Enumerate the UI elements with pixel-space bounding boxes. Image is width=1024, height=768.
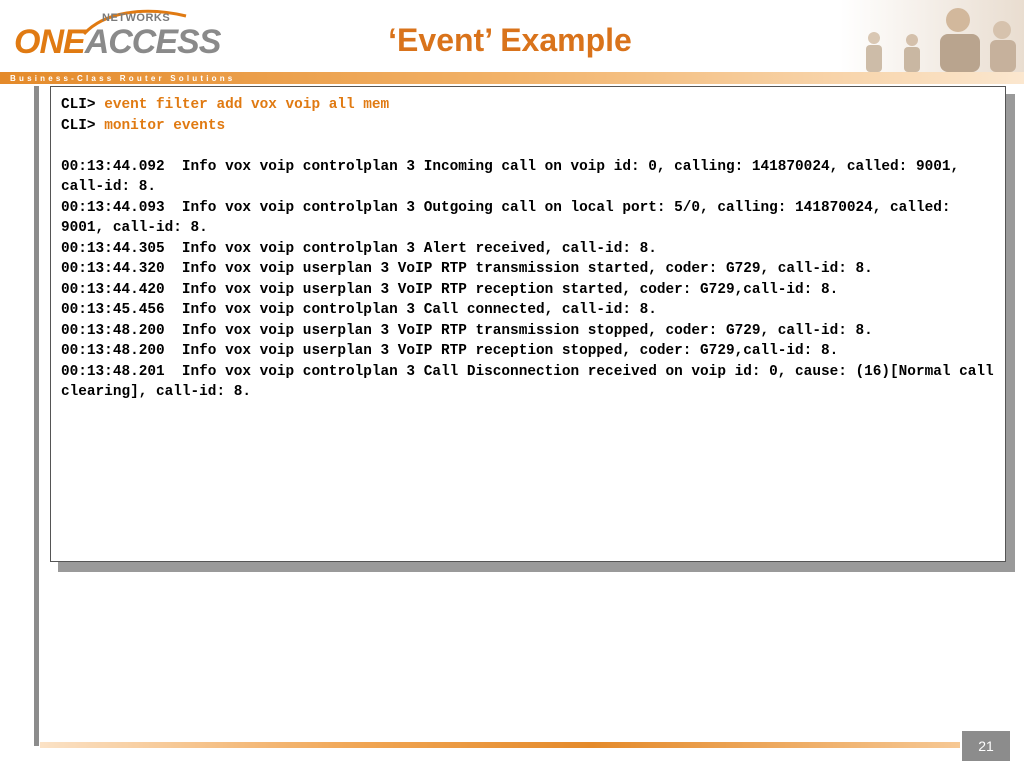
log-line: 00:13:44.305 Info vox voip controlplan 3 Alert received, call-id: 8.	[61, 240, 657, 257]
log-line: 00:13:48.200 Info vox voip userplan 3 VoIP RTP reception stopped, coder: G729,call-id: 8.	[61, 343, 839, 359]
log-line: 00:13:48.200 Info vox voip userplan 3 VoIP RTP transmission stopped, coder: G729, call-id: 8.	[61, 322, 873, 339]
cli-command-2: monitor events	[104, 117, 226, 134]
tagline: Business-Class Router Solutions	[10, 74, 236, 83]
cli-output-panel	[50, 86, 1006, 562]
page-number: 21	[962, 731, 1010, 761]
slide-title: ‘Event’ Example	[388, 22, 632, 58]
footer-line	[40, 742, 960, 748]
business-people-image	[840, 0, 1024, 72]
cli-prompt-2: CLI>	[61, 117, 96, 134]
logo-networks-text: NETWORKS	[102, 12, 171, 24]
log-line: 00:13:44.093 Info vox voip controlplan 3 Outgoing call on local port: 5/0, calling: 141870024, called: 9001, call-id: 8.	[61, 199, 960, 236]
cli-command-1: event filter add vox voip all mem	[104, 97, 390, 113]
log-line: 00:13:44.092 Info vox voip controlplan 3 Incoming call on voip id: 0, calling: 141870024, called: 9001, call-id: 8.	[61, 158, 968, 195]
cli-prompt-1: CLI>	[61, 97, 96, 113]
log-line: 00:13:48.201 Info vox voip controlplan 3 Call Disconnection received on voip id: 0, cause: (16)[Normal call clearing], call-id: 8.	[61, 363, 1003, 400]
logo-wordmark	[14, 22, 220, 62]
log-line: 00:13:45.456 Info vox voip controlplan 3 Call connected, call-id: 8.	[61, 302, 657, 318]
logo-access-text: ACCESS	[84, 23, 221, 61]
log-line: 00:13:44.320 Info vox voip userplan 3 VoIP RTP transmission started, coder: G729, call-id: 8.	[61, 261, 873, 277]
logo-one-text: ONE	[14, 23, 85, 61]
log-line: 00:13:44.420 Info vox voip userplan 3 VoIP RTP reception started, coder: G729,call-id: 8.	[61, 281, 839, 298]
cli-output	[61, 95, 1003, 403]
left-rule	[34, 86, 39, 746]
oneaccess-logo	[14, 8, 221, 68]
